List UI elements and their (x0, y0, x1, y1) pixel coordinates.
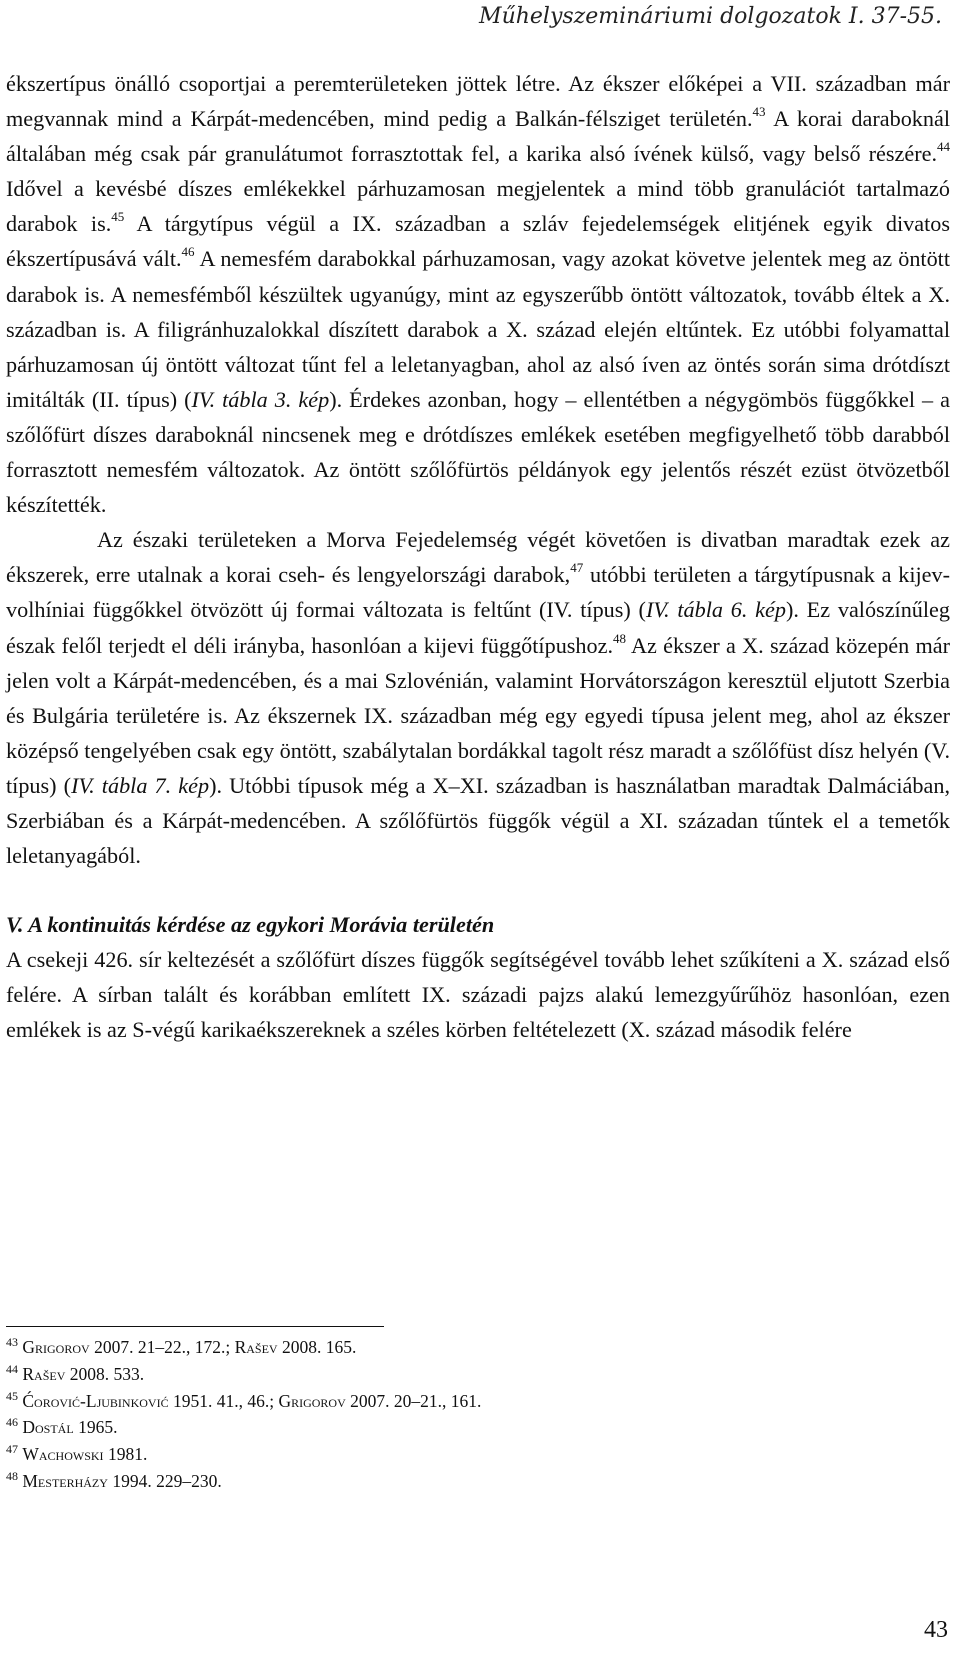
text-run: A tárgytípus végül a IX. században a szláv fejedelemségek elitjének egyik divatos ékszertípusává vált. (6, 211, 951, 272)
footnote-number: 46 (6, 1415, 18, 1430)
plate-reference: IV. tábla 3. kép (191, 386, 330, 412)
footnote-ref: 47 (570, 560, 584, 576)
footnote-number: 43 (6, 1335, 18, 1349)
footnote-ref: 48 (613, 630, 627, 646)
footnote-ref: 46 (181, 244, 195, 260)
page-number: 43 (924, 1617, 948, 1643)
author-name: Ćorović-Ljubinković (22, 1390, 169, 1411)
footnote-46 (6, 1414, 481, 1441)
footnote-number: 48 (6, 1468, 18, 1483)
citation-text: 1981. (103, 1444, 148, 1465)
citation-text: 2008. 533. (65, 1363, 145, 1384)
text-run: ). Utóbbi típusok még a X–XI. században is használatban maradtak Dalmáciában, Szerbiában és a Kárpát-medencében. A szőlőfürtös függők végül a XI. századan tűntek el a temetők leletanyagából. (6, 772, 950, 869)
text-run: A korai daraboknál általában még csak pár granulátumot forrasztottak fel, a karika alsó ívének külső, vagy belső részére. (6, 106, 951, 167)
text-run: utóbbi területen a tárgytípusnak a kijev-volhíniai függőkkel ötvözött új formai változata is feltűnt (IV. típus) ( (6, 562, 951, 623)
text-run: Idővel a kevésbé díszes emlékekkel párhuzamosan megjelentek a mind több granulációt tartalmazó darabok is. (6, 176, 950, 237)
text-run: ). Érdekes azonban, hogy – ellentétben a négygömbös függőkkel – a szőlőfürt díszes daraboknál nincsenek meg e drótdíszes emlékek esetében megfigyelhető több darabból forrasztott nemesfém változatok. Az öntött szőlőfürtös példányok egy jelentős részét ezüst ötvözetből készítették. (6, 386, 950, 518)
author-name: Grigorov (278, 1390, 346, 1411)
author-name: Rašev (234, 1337, 278, 1357)
main-text (6, 66, 950, 1047)
text-run: Az ékszer a X. század közepén már jelen volt a Kárpát-medencében, és a mai Szlovénián, valamint Horvátországon keresztül eljutott Szerbia és Bulgária területére is. Az ékszernek IX. században még egy egyedi típusa jelent meg, ahol az ékszer középső tengelyében csak egy öntött, szabálytalan bordákkal tagolt rész maradt a szőlőfüst dísz helyén (V. típus) ( (6, 632, 950, 798)
citation-text: 2007. 20–21., 161. (345, 1390, 482, 1411)
plate-reference: IV. tábla 6. kép (645, 597, 786, 623)
footnote-43 (6, 1334, 481, 1361)
footnote-number: 44 (6, 1361, 18, 1376)
footnote-ref: 43 (752, 104, 766, 120)
author-name: Rašev (22, 1363, 66, 1384)
paragraph (6, 522, 950, 873)
plate-reference: IV. tábla 7. kép (71, 772, 210, 798)
citation-text: 2008. 165. (277, 1337, 357, 1357)
author-name: Grigorov (22, 1337, 90, 1357)
section-heading: V. A kontinuitás kérdése az egykori Morávia területén (6, 912, 495, 938)
text-run: ékszertípus önálló csoportjai a peremterületeken jöttek létre. Az ékszer előképei a VII. században már megvannak mind a Kárpát-medencében, mind pedig a Balkán-félsziget területén. (6, 71, 950, 132)
citation-text: 1951. 41., 46.; (168, 1390, 279, 1411)
section-paragraph: A csekeji 426. sír keltezését a szőlőfürt díszes függők segítségével tovább lehet szűkíteni a X. század első felére. A sírban talált és korábban említett IX. századi pajzs alakú lemezgyűrűhöz hasonlóan, ezen emlékek is az S-végű karikaékszereknek a széles körben feltételezett (X. század második felére (6, 947, 950, 1043)
author-name: Wachowski (22, 1444, 104, 1465)
footnote-ref: 45 (111, 209, 125, 225)
citation-text: 2007. 21–22., 172.; (89, 1337, 235, 1357)
footnote-47 (6, 1441, 481, 1468)
footnote-44 (6, 1361, 481, 1388)
footnote-45 (6, 1388, 481, 1415)
paragraph (6, 66, 950, 522)
author-name: Dostál (22, 1417, 74, 1438)
text-run: Az északi területeken a Morva Fejedelemség végét követően is divatban maradtak ezek az ékszerek, erre utalnak a korai cseh- és lengyelországi darabok, (6, 527, 950, 588)
footnote-separator (6, 1326, 384, 1327)
footnote-ref: 44 (937, 139, 950, 155)
author-name: Mesterházy (22, 1470, 108, 1491)
footnote-number: 47 (6, 1442, 18, 1457)
citation-text: 1965. (73, 1417, 118, 1438)
footnote-48 (6, 1468, 481, 1495)
footnotes (6, 1334, 481, 1495)
text-run: A nemesfém darabokkal párhuzamosan, vagy azokat követve jelentek meg az öntött darabok is. A nemesfémből készültek ugyanúgy, mint az egyszerűbb öntött változatok, tovább éltek a X. században is. A filigránhuzalokkal díszített darabok a X. század elején eltűntek. Ez utóbbi folyamattal párhuzamosan új öntött változat tűnt fel a leletanyagban, ahol az alsó íven az öntés során sima drótdíszt imitálták (II. típus) ( (6, 246, 950, 412)
footnote-number: 45 (6, 1388, 18, 1403)
running-header: Műhelyszemináriumi dolgozatok I. 37-55. (479, 4, 942, 29)
text-run: ). Ez valószínűleg észak felől terjedt el déli irányba, hasonlóan a kijevi függőtípushoz. (6, 597, 951, 658)
citation-text: 1994. 229–230. (107, 1470, 222, 1491)
